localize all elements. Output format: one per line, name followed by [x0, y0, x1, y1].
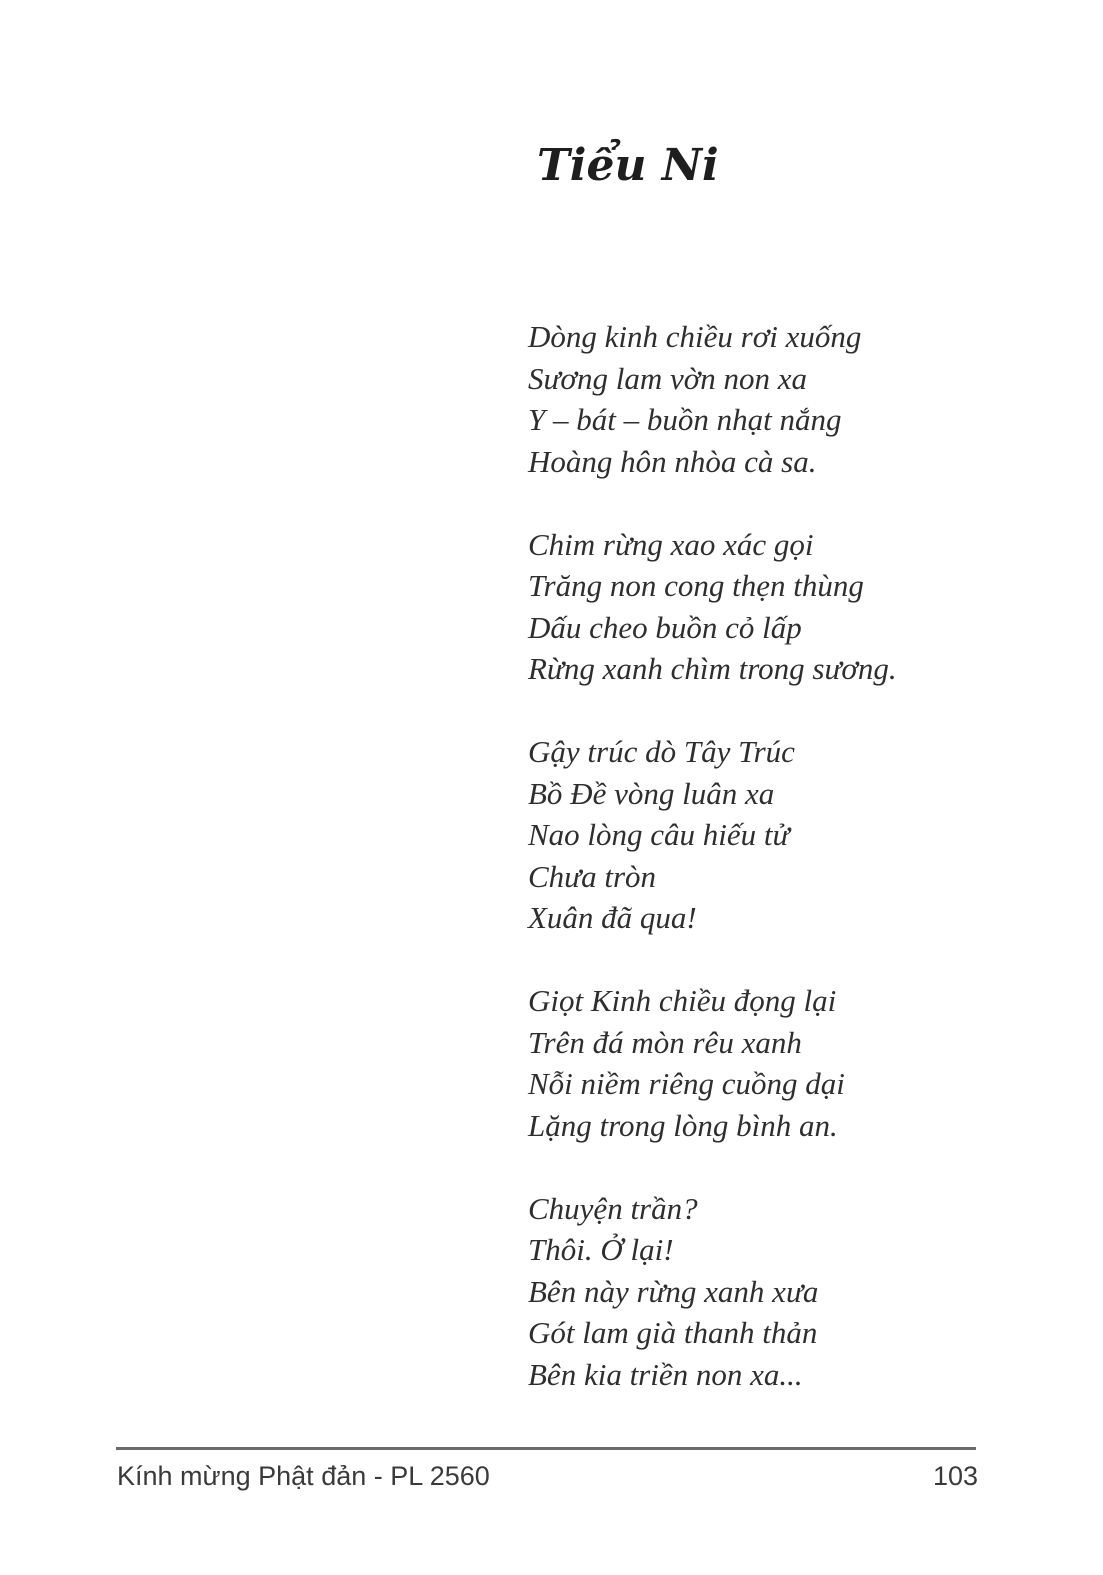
poem-line: Nao lòng câu hiếu tử: [528, 817, 790, 852]
poem-line: Trên đá mòn rêu xanh: [528, 1024, 802, 1060]
poem-line: Trăng non cong thẹn thùng: [528, 568, 864, 603]
stanza-2: [528, 524, 1048, 690]
stanza-4: [528, 980, 1048, 1146]
poem-line: Bồ Đề vòng luân xa: [528, 775, 775, 811]
poem-line: Rừng xanh chìm trong sương.: [528, 651, 897, 686]
poem-body: [528, 316, 1048, 1437]
poem-line: Dòng kinh chiều rơi xuống: [528, 319, 862, 354]
footer-caption: Kính mừng Phật đản - PL 2560: [117, 1461, 490, 1491]
poem-line: Sương lam vờn non xa: [528, 360, 808, 396]
poem-line: Chuyện trần?: [528, 1190, 698, 1226]
poem-line: Chưa tròn: [528, 858, 657, 894]
poem-line: Gót lam già thanh thản: [528, 1315, 818, 1350]
poem-line: Hoàng hôn nhòa cà sa.: [528, 443, 817, 479]
poem-line: Y – bát – buồn nhạt nắng: [528, 402, 842, 437]
poem-line: Bên này rừng xanh xưa: [528, 1273, 819, 1309]
poem-line: Chim rừng xao xác gọi: [528, 526, 814, 562]
poem-line: Lặng trong lòng bình an.: [528, 1107, 838, 1143]
poem-line: Thôi. Ở lại!: [528, 1232, 674, 1267]
poem-line: Giọt Kinh chiều đọng lại: [528, 983, 837, 1018]
stanza-5: [528, 1188, 1048, 1396]
poem-line: Xuân đã qua!: [528, 900, 697, 935]
poem-line: Dấu cheo buồn cỏ lấp: [528, 609, 802, 645]
page-number: 103: [932, 1461, 978, 1491]
poem-line: Nỗi niềm riêng cuồng dại: [528, 1066, 845, 1101]
stanza-1: [528, 316, 1048, 482]
stanza-3: [528, 731, 1048, 939]
poem-title: Tiểu Ni: [537, 140, 719, 191]
footer-divider: [116, 1447, 976, 1450]
poem-line: Bên kia triền non xa...: [528, 1356, 803, 1392]
poem-line: Gậy trúc dò Tây Trúc: [528, 734, 795, 769]
